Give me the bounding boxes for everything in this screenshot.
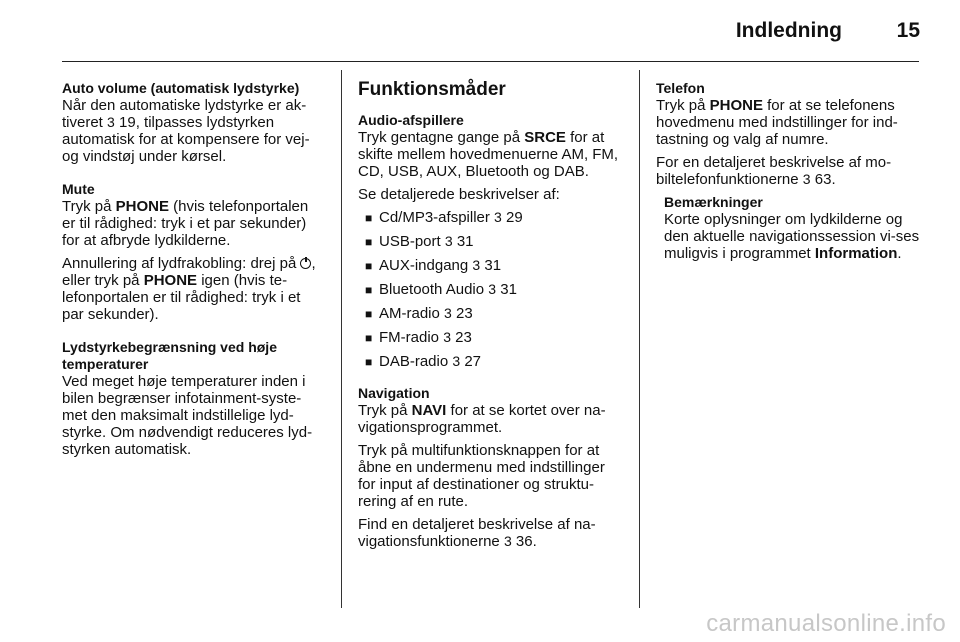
page-ref-number: 31 bbox=[500, 281, 517, 298]
text-span: Tryk på bbox=[358, 402, 408, 419]
telefon-ref-text bbox=[656, 154, 926, 188]
auto-volume-section bbox=[62, 80, 324, 165]
page-ref-arrow-icon: 3 bbox=[444, 233, 453, 249]
column-divider bbox=[639, 70, 640, 608]
page-ref-number: 27 bbox=[464, 353, 482, 370]
bullet-icon: ■ bbox=[365, 235, 373, 249]
text-span: for at skifte mellem hovedmenuerne AM, FM, CD, USB, AUX, Bluetooth og DAB. bbox=[358, 129, 619, 180]
telefon-title: Telefon bbox=[656, 80, 705, 96]
column-3 bbox=[656, 80, 926, 268]
column-divider bbox=[341, 70, 342, 608]
keyword-information: Information bbox=[814, 245, 898, 262]
audio-text bbox=[358, 129, 624, 180]
list-item bbox=[358, 305, 624, 323]
list-item bbox=[358, 257, 624, 275]
keyword-srce: SRCE bbox=[524, 129, 566, 146]
telefon-section bbox=[656, 80, 926, 188]
list-item-label: AM-radio bbox=[379, 305, 440, 322]
note-title: Bemærkninger bbox=[664, 194, 763, 210]
text-span: . bbox=[831, 171, 836, 188]
list-item-label: AUX-indgang bbox=[379, 257, 469, 274]
bullet-icon: ■ bbox=[365, 307, 373, 321]
list-item bbox=[358, 209, 624, 227]
mute-text bbox=[62, 198, 324, 249]
navigation-title: Navigation bbox=[358, 385, 430, 401]
navigation-ref-text bbox=[358, 516, 624, 550]
header-rule bbox=[62, 61, 919, 62]
note-box bbox=[656, 194, 926, 262]
page-ref-number: 29 bbox=[506, 209, 523, 226]
list-item bbox=[358, 353, 624, 371]
list-item-label: FM-radio bbox=[379, 329, 440, 346]
text-span: for at se telefonens hovedmenu med indstillinger for ind-tastning og valg af numre. bbox=[656, 97, 898, 148]
unmute-text bbox=[62, 255, 324, 323]
temperature-text: Ved meget høje temperaturer inden i bilen begrænser infotainment-syste-met den maksimalt indstillelige lyd-styrke. Om nødvendigt reduceres lyd-styrken automatisk. bbox=[62, 373, 313, 458]
text-span: (hvis telefonportalen er til rådighed: tryk i et par sekunder) for at afbryde lydkilderne. bbox=[62, 198, 309, 249]
list-item bbox=[358, 329, 624, 347]
text-span: Tryk gentagne gange på bbox=[358, 129, 521, 146]
list-item-label: DAB-radio bbox=[379, 353, 449, 370]
mute-title: Mute bbox=[62, 181, 95, 197]
bullet-icon: ■ bbox=[365, 355, 373, 369]
text-span: . bbox=[532, 533, 537, 550]
text-span: For en detaljeret beskrivelse af mo-biltelefonfunktionerne bbox=[656, 154, 892, 188]
section-heading: Funktionsmåder bbox=[358, 79, 506, 100]
navigation-knob-text: Tryk på multifunktionsknappen for at åbne en undermenu med indstillinger for input af destinationer og struktu-rering af en rute. bbox=[358, 442, 605, 510]
page-ref-number: 63 bbox=[814, 171, 832, 188]
power-knob-icon bbox=[300, 258, 311, 269]
list-item bbox=[358, 233, 624, 251]
telefon-text bbox=[656, 97, 926, 148]
page-ref-arrow-icon: 3 bbox=[443, 329, 451, 345]
page-ref-number: 19 bbox=[119, 114, 136, 131]
note-text bbox=[664, 211, 926, 262]
bullet-icon: ■ bbox=[365, 259, 373, 273]
keyword-phone: PHONE bbox=[709, 97, 763, 114]
text-span: for at se kortet over na-vigationsprogrammet. bbox=[358, 402, 606, 436]
text-span: , tilpasses lydstyrken automatisk for at kompensere for vej- og vindstøj under kørsel. bbox=[62, 114, 310, 165]
page-ref-arrow-icon: 3 bbox=[503, 533, 512, 549]
text-span: Korte oplysninger om lydkilderne og den aktuelle navigationssession vi-ses muligvis i programmet bbox=[664, 211, 920, 262]
keyword-phone: PHONE bbox=[115, 198, 169, 215]
text-span: Tryk på bbox=[656, 97, 706, 114]
temperature-section bbox=[62, 339, 324, 458]
text-span: Når den automatiske lydstyrke er ak-tiveret bbox=[62, 97, 307, 131]
auto-volume-title: Auto volume (automatisk lydstyrke) bbox=[62, 80, 300, 96]
page-ref-number: 31 bbox=[484, 257, 502, 274]
column-1 bbox=[62, 80, 324, 474]
watermark: carmanualsonline.info bbox=[706, 610, 946, 637]
temperature-title: Lydstyrkebegrænsning ved høje temperaturer bbox=[62, 339, 277, 372]
bullet-icon: ■ bbox=[365, 283, 373, 297]
text-span: , eller tryk på bbox=[62, 255, 316, 289]
page-ref-arrow-icon: 3 bbox=[472, 257, 481, 273]
list-item-label: Bluetooth Audio bbox=[379, 281, 485, 298]
text-span: igen (hvis te-lefonportalen er til rådighed: tryk i et par sekunder). bbox=[62, 272, 301, 323]
list-item bbox=[358, 281, 624, 299]
keyword-phone: PHONE bbox=[143, 272, 198, 289]
text-span: Annullering af lydfrakobling: drej på bbox=[62, 255, 297, 272]
page-ref-arrow-icon: 3 bbox=[802, 171, 811, 187]
page-header bbox=[0, 0, 960, 62]
column-2 bbox=[358, 80, 624, 556]
page-ref-arrow-icon: 3 bbox=[494, 209, 502, 225]
text-span: . bbox=[897, 245, 902, 262]
page-ref-arrow-icon: 3 bbox=[452, 353, 461, 369]
navigation-section bbox=[358, 385, 624, 550]
list-item-label: Cd/MP3-afspiller bbox=[379, 209, 490, 226]
audio-title: Audio-afspillere bbox=[358, 112, 464, 128]
page-ref-arrow-icon: 3 bbox=[488, 281, 497, 297]
page-ref-number: 23 bbox=[455, 329, 472, 346]
page-ref-number: 31 bbox=[456, 233, 474, 250]
page-ref-arrow-icon: 3 bbox=[107, 114, 115, 130]
auto-volume-text bbox=[62, 97, 324, 165]
mute-section bbox=[62, 181, 324, 323]
see-details-text: Se detaljerede beskrivelser af: bbox=[358, 186, 560, 203]
text-span: Tryk på bbox=[62, 198, 112, 215]
bullet-icon: ■ bbox=[365, 211, 373, 225]
list-item-label: USB-port bbox=[379, 233, 441, 250]
page-ref-number: 36 bbox=[515, 533, 533, 550]
chapter-title: Indledning bbox=[735, 19, 842, 42]
audio-list bbox=[358, 209, 624, 371]
page-number: 15 bbox=[896, 19, 920, 42]
navigation-text bbox=[358, 402, 624, 436]
text-span: Find en detaljeret beskrivelse af na-vigationsfunktionerne bbox=[358, 516, 596, 550]
keyword-navi: NAVI bbox=[411, 402, 447, 419]
page-ref-number: 23 bbox=[456, 305, 473, 322]
page-ref-arrow-icon: 3 bbox=[444, 305, 452, 321]
audio-section bbox=[358, 112, 624, 371]
bullet-icon: ■ bbox=[365, 331, 373, 345]
